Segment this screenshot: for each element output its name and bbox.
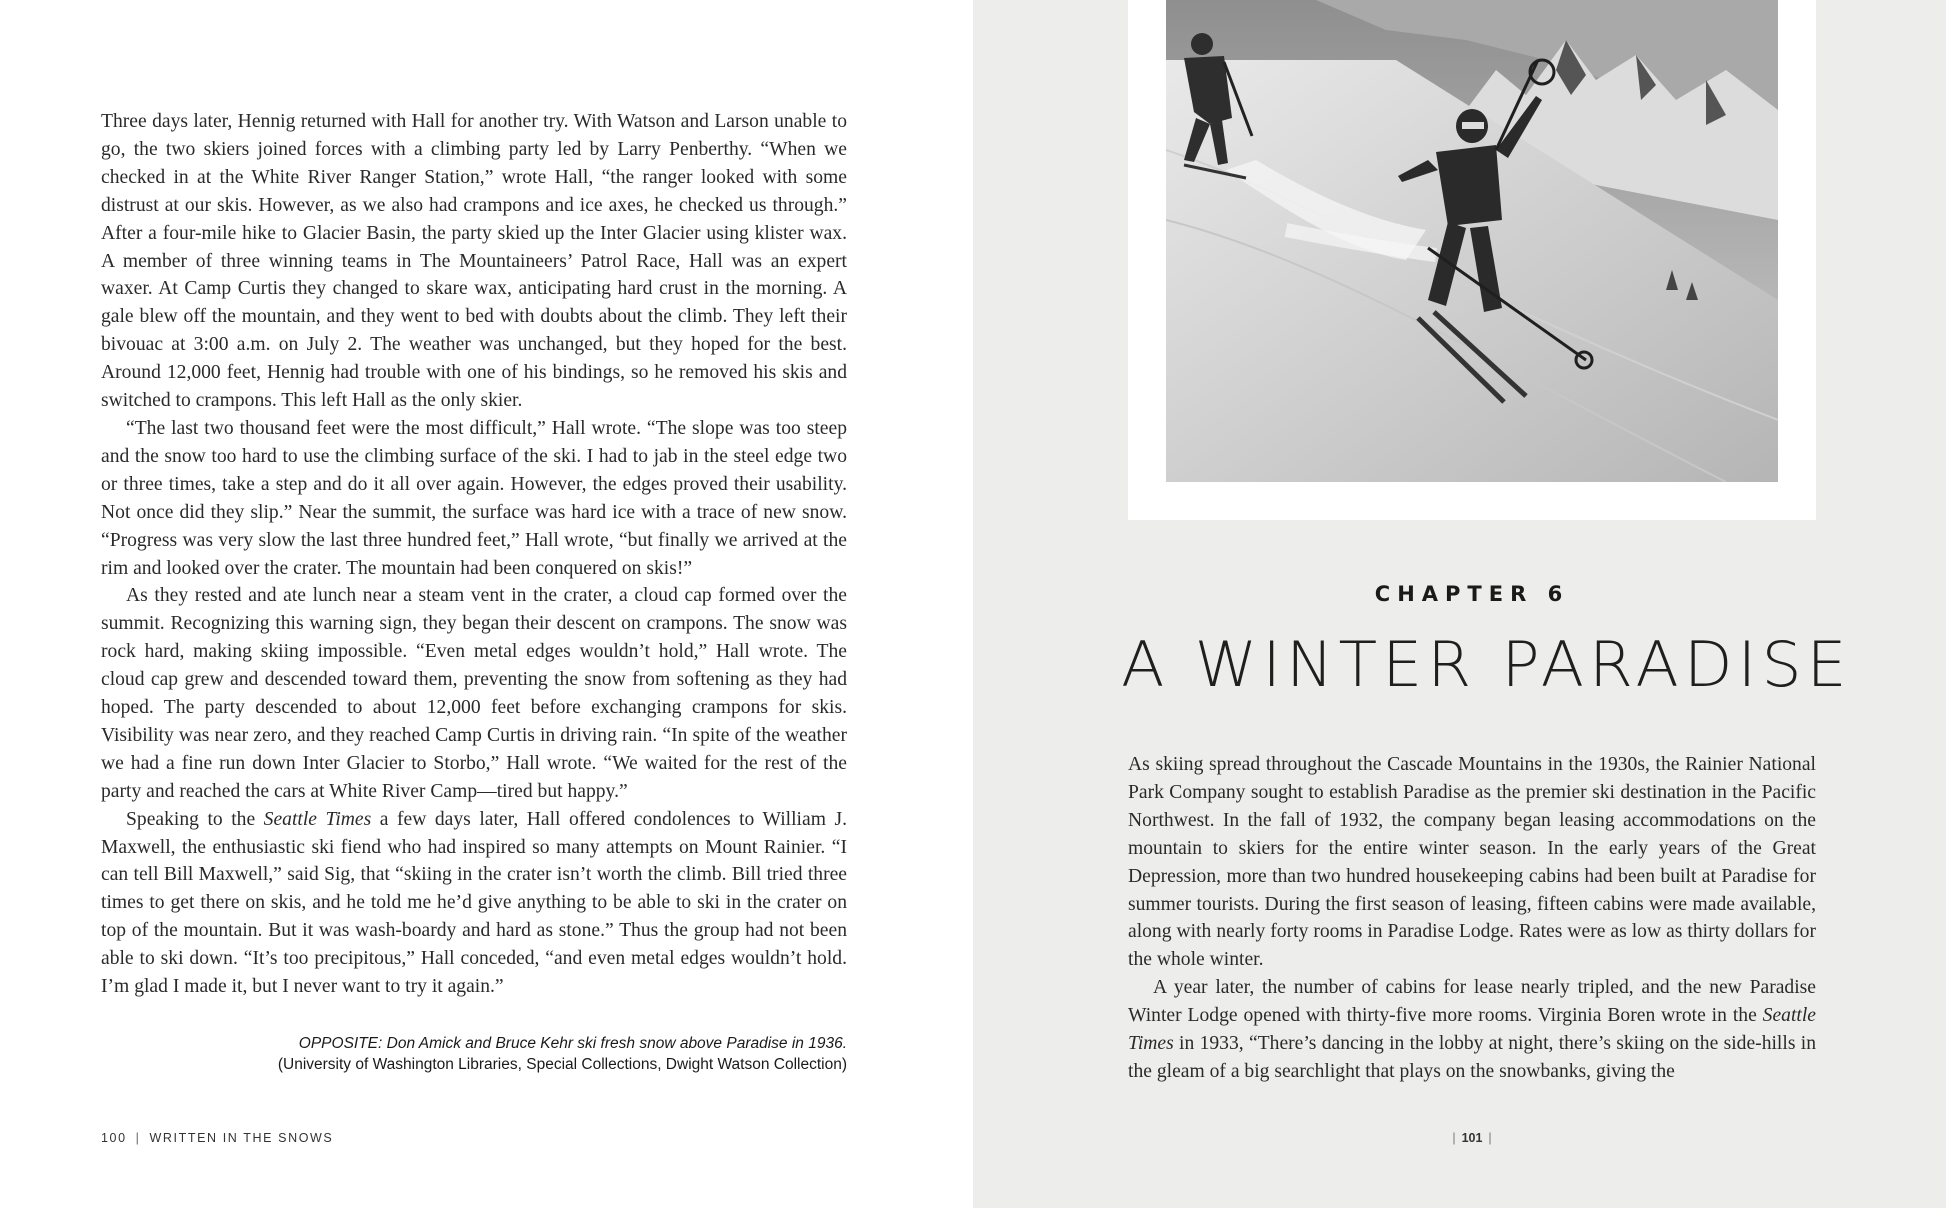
page-number: 101 [1461,1131,1483,1145]
newspaper-title: Seattle Times [1128,1005,1816,1055]
caption-credit: (University of Washington Libraries, Special Collections, Dwight Watson Collection) [277,1056,847,1073]
skiers-photo-illustration [1166,0,1778,482]
chapter-title: A WINTER PARADISE [1121,628,1852,701]
running-title: WRITTEN IN THE SNOWS [149,1131,334,1145]
caption-description: OPPOSITE: Don Amick and Bruce Kehr ski fresh snow above Paradise in 1936. [298,1035,847,1052]
paragraph: Speaking to the Seattle Times a few days later, Hall offered condolences to William J. Maxwell, the enthusiastic ski fiend who had inspired so many attempts on Mount Rainier. “I can tell Bill Maxwell,” said Sig, that “skiing in the crater isn’t worth the climb. Bill tried three times to get there on skis, and he told me he’d give anything to be able to ski in the crater on top of the mountain. But it was wash-boardy and hard as stone.” Thus the group had not been able to ski down. “It’s too precipitous,” Hall conceded, “and even metal edges wouldn’t hold. I’m glad I made it, but I never want to try it again.” [101,808,847,998]
chapter-label: CHAPTER 6 [1374,582,1570,606]
left-body-text [101,108,847,1001]
photo-frame [1128,0,1816,520]
paragraph: Three days later, Hennig returned with Hall for another try. With Watson and Larson unable to go, the two skiers joined forces with a climbing party led by Larry Penberthy. “When we checked in at the White River Ranger Station,” wrote Hall, “the ranger looked with some distrust at our skis. However, as we also had crampons and ice axes, he checked us through.” After a four-mile hike to Glacier Basin, the party skied up the Inter Glacier using klister wax. A member of three winning teams in The Mountaineers’ Patrol Race, Hall was an expert waxer. At Camp Curtis they changed to skare wax, anticipating hard crust in the morning. A gale blew off the mountain, and they went to bed with doubts about the climb. They left their bivouac at 3:00 a.m. on July 2. The weather was unchanged, but they hoped for the best. Around 12,000 feet, Hennig had trouble with one of his bindings, so he removed his skis and switched to crampons. This left Hall as the only skier. [101,111,847,412]
skiers-photo [1166,0,1778,482]
right-body-text [1128,751,1816,1086]
newspaper-title: Seattle Times [263,808,372,830]
paragraph: “The last two thousand feet were the most difficult,” Hall wrote. “The slope was too steep and the snow too hard to use the climbing surface of the ski. I had to jab in the steel edge two or three times, take a step and do it all over again. However, the edges proved their usability. Not once did they slip.” Near the summit, the surface was hard ice with a trace of new snow. “Progress was very slow the last three hundred feet,” Hall wrote, “but finally we arrived at the rim and looked over the crater. The mountain had been conquered on skis!” [101,417,847,579]
paragraph: A year later, the number of cabins for lease nearly tripled, and the new Paradise Winter Lodge opened with thirty-five more rooms. Virginia Boren wrote in the Seattle Times in 1933, “There’s dancing in the lobby at night, there’s skiing on the side-hills in the gleam of a big searchlight that plays on the snowbanks, giving the [1128,977,1816,1082]
paragraph: As they rested and ate lunch near a steam vent in the crater, a cloud cap formed over the summit. Recognizing this warning sign, they began their descent on crampons. The snow was rock hard, making skiing impossible. “Even metal edges wouldn’t hold,” Hall wrote. The cloud cap grew and descended toward them, preventing the snow from softening as they had hoped. The party descended to about 12,000 feet before exchanging crampons for skis. Visibility was near zero, and they reached Camp Curtis in driving rain. “In spite of the weather we had a fine run down Inter Glacier to Storbo,” Hall wrote. “We waited for the rest of the party and reached the cars at White River Camp—tired but happy.” [101,585,847,802]
page-number: 100 [101,1131,127,1145]
folio-left: 100 | WRITTEN IN THE SNOWS [101,1131,334,1145]
photo-caption [230,1033,847,1075]
paragraph: As skiing spread throughout the Cascade Mountains in the 1930s, the Rainier National Park Company sought to establish Paradise as the premier ski destination in the Pacific Northwest. In the fall of 1932, the company began leasing accommodations on the mountain to skiers for the entire winter season. In the early years of the Great Depression, more than two hundred housekeeping cabins had been built at Paradise for summer tourists. During the first season of leasing, fifteen cabins were made available, along with nearly forty rooms in Paradise Lodge. Rates were as low as thirty dollars for the whole winter. [1128,754,1816,971]
folio-right: | 101 | [1452,1131,1492,1145]
